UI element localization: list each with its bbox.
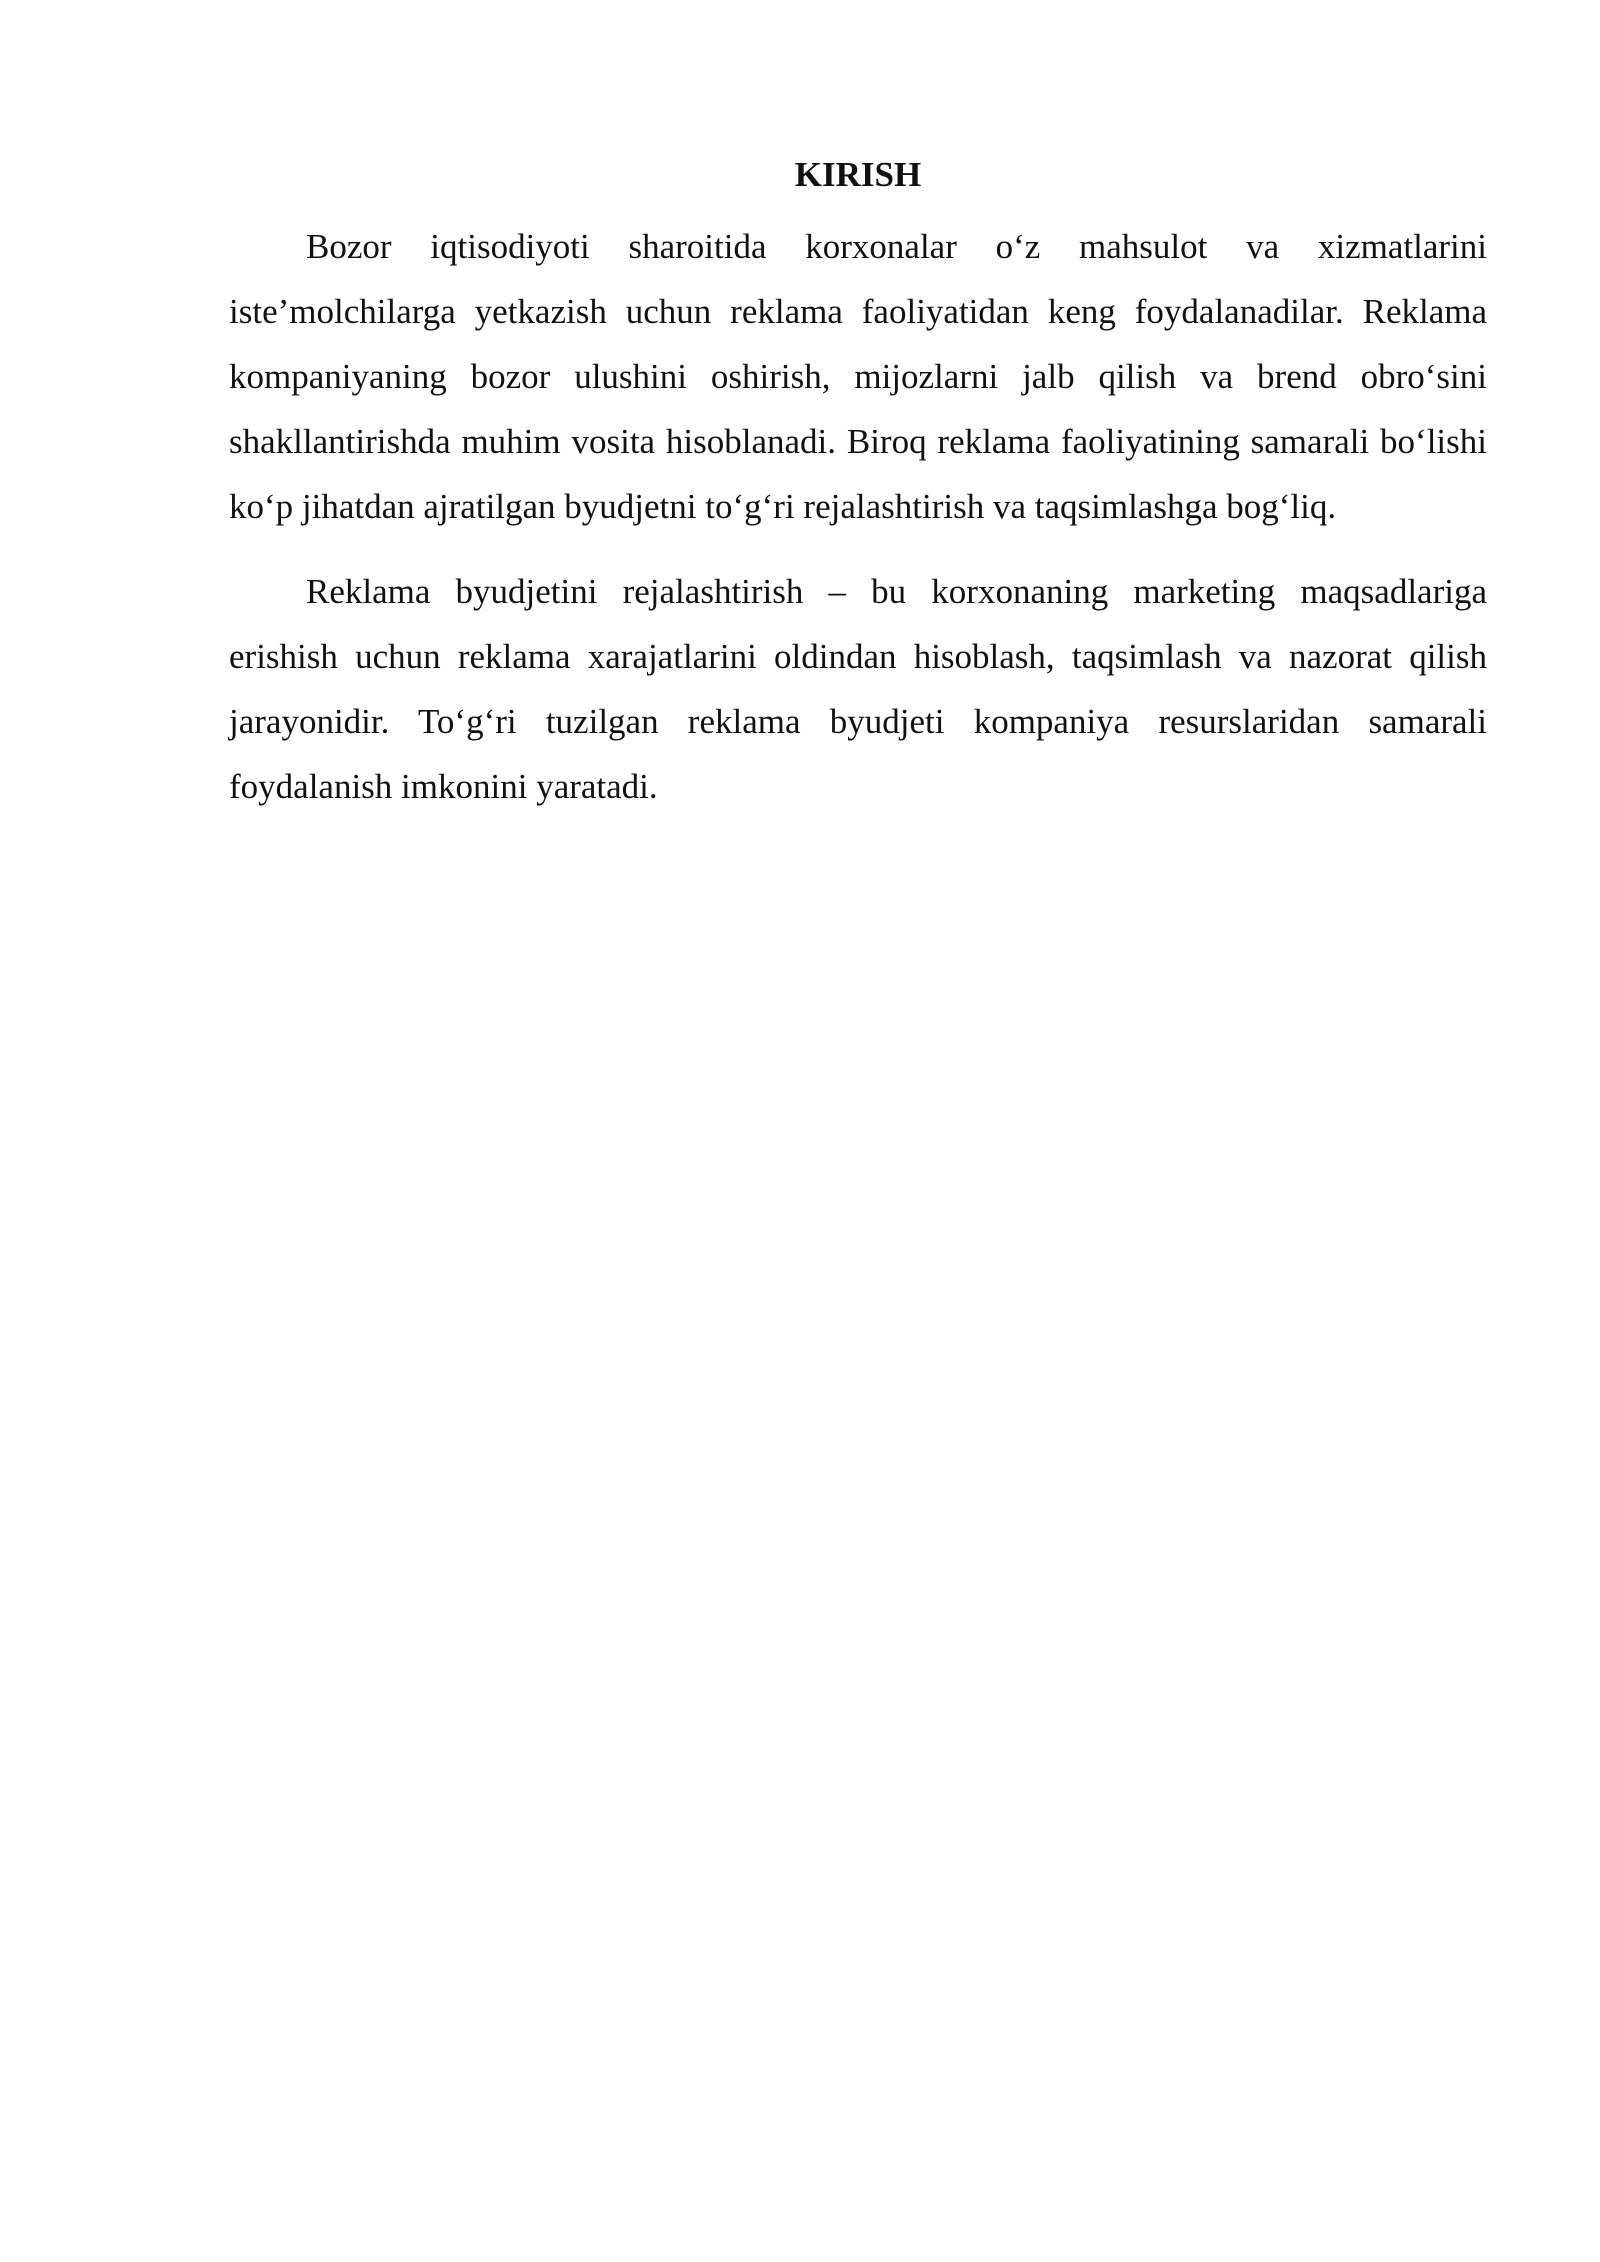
paragraph-intro: Bozor iqtisodiyoti sharoitida korxonalar o‘z mahsulot va xizmatlarini iste’molchilarga yetkazish uchun reklama faoliyatidan keng foydalanadilar. Reklama kompaniyaning bozor ulushini oshirish, mijozlarni jalb qilish va brend obro‘sini shakllantirishda muhim vosita hisoblanadi. Biroq reklama faoliyatining samarali bo‘lishi ko‘p jihatdan ajratilgan byudjetni to‘g‘ri rejalashtirish va taqsimlashga bog‘liq.: [229, 227, 1487, 526]
section-heading: KIRISH: [794, 155, 922, 194]
paragraph-budget-definition: Reklama byudjetini rejalashtirish – bu korxonaning marketing maqsadlariga erishish uchun reklama xarajatlarini oldindan hisoblash, taqsimlash va nazorat qilish jarayonidir. To‘g‘ri tuzilgan reklama byudjeti kompaniya resurslaridan samarali foydalanish imkonini yaratadi.: [229, 572, 1487, 806]
document-body: [229, 150, 1487, 819]
